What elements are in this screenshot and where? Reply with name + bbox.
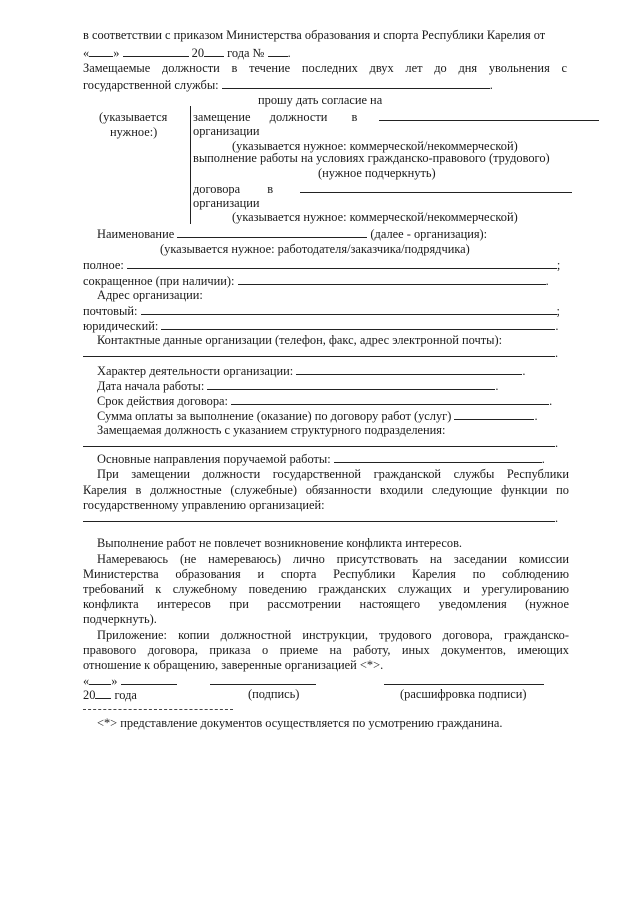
intent-para-5: подчеркнуть). <box>83 612 157 626</box>
functions-para-3: государственному управлению организацией: <box>83 498 325 512</box>
contract-term-field[interactable] <box>231 393 549 405</box>
contract-payment: Сумма оплаты за выполнение (оказание) по договору работ (услуг) . <box>97 409 538 423</box>
org-address-label: Адрес организации: <box>97 288 203 302</box>
org-legal: юридический: . <box>83 319 559 333</box>
attachment-para-2: правового договора, приказа о приеме на работу, иных документов, имеющих <box>83 643 569 657</box>
signature-field[interactable] <box>210 673 316 685</box>
org-postal-field[interactable] <box>141 303 557 315</box>
signature-month-field[interactable] <box>121 673 177 685</box>
position-org-field[interactable] <box>379 109 599 121</box>
activity-character: Характер деятельности организации: . <box>97 364 526 378</box>
org-name-line: Наименование (далее - организация): <box>97 227 488 241</box>
conflict-statement: Выполнение работ не повлечет возникновение конфликта интересов. <box>97 536 463 550</box>
intent-para-3: требований к служебному поведению гражданских служащих и урегулированию <box>83 582 569 596</box>
decoding-caption: (расшифровка подписи) <box>400 687 527 701</box>
org-full-name: полное: ; <box>83 258 561 272</box>
indicate-note-2: нужное:) <box>110 125 158 139</box>
position-division: . <box>83 435 558 451</box>
work-start-date: Дата начала работы: . <box>97 379 499 393</box>
positions-line: Замещаемые должности в течение последних двух лет до дня увольнения с <box>83 61 567 75</box>
contract-payment-field[interactable] <box>454 408 534 420</box>
option-contract-row: выполнение работы на условиях гражданско-правового (трудового) <box>193 151 550 165</box>
order-number-field[interactable] <box>268 45 288 57</box>
org-full-name-field[interactable] <box>127 257 557 269</box>
intent-para-1: Намереваюсь (не намереваюсь) лично присутствовать на заседании комиссии <box>97 552 569 566</box>
signature-decoding-field[interactable] <box>384 673 544 685</box>
org-name-note: (указывается нужное: работодателя/заказчика/подрядчика) <box>160 242 470 256</box>
attachment-para-3: отношение к обращению, заверенные организацией <*>. <box>83 658 384 672</box>
intent-para-4: конфликта интересов при рассмотрении настоящего уведомления (нужное <box>83 597 569 611</box>
org-postal: почтовый: ; <box>83 304 560 318</box>
indicate-note-1: (указывается <box>99 110 168 124</box>
service-line: государственной службы: . <box>83 78 493 92</box>
org-short-name: сокращенное (при наличии): . <box>83 274 549 288</box>
option-position-row: замещение должности в <box>193 109 599 125</box>
org-contacts-field[interactable] <box>83 345 555 357</box>
signature-year-field[interactable] <box>95 687 111 699</box>
work-directions-field[interactable] <box>334 451 542 463</box>
functions-line: . <box>83 510 558 526</box>
footnote-separator <box>83 709 233 710</box>
org-name-field[interactable] <box>177 226 367 238</box>
option-contract-org: организации <box>193 196 260 210</box>
signature-date: « » <box>83 673 177 689</box>
org-contacts: . <box>83 345 558 361</box>
functions-para-2: Карелия в должностные (служебные) обязанности входили следующие функции по <box>83 483 569 497</box>
option-bracket <box>190 106 191 224</box>
attachment-para-1: Приложение: копии должностной инструкции, трудового договора, гражданско- <box>97 628 569 642</box>
order-year-field[interactable] <box>204 45 224 57</box>
signature-caption: (подпись) <box>248 687 300 701</box>
signature-day-field[interactable] <box>89 673 111 685</box>
option-contract-org-row: договора в <box>193 181 572 197</box>
option-underline-note: (нужное подчеркнуть) <box>318 166 436 180</box>
intro-line: в соответствии с приказом Министерства образования и спорта Республики Карелия от <box>83 28 546 42</box>
functions-field[interactable] <box>83 510 555 522</box>
order-date-line: « » 20 года № . <box>83 46 291 60</box>
order-month-field[interactable] <box>123 45 189 57</box>
contract-term: Срок действия договора: . <box>97 394 553 408</box>
consent-title: прошу дать согласие на <box>258 93 383 107</box>
activity-character-field[interactable] <box>296 363 522 375</box>
option-position-note: (указывается нужное: коммерческой/некоммерческой) <box>232 139 518 153</box>
position-division-field[interactable] <box>83 435 555 447</box>
previous-positions-field[interactable] <box>222 77 490 89</box>
position-division-label: Замещаемая должность с указанием структурного подразделения: <box>97 423 446 437</box>
intent-para-2: Министерства образования и спорта Республики Карелия по соблюдению <box>83 567 569 581</box>
functions-para-1: При замещении должности государственной гражданской службы Республики <box>97 467 569 481</box>
work-directions: Основные направления поручаемой работы: . <box>97 452 545 466</box>
option-contract-note: (указывается нужное: коммерческой/некоммерческой) <box>232 210 518 224</box>
signature-year: 20 года <box>83 688 137 702</box>
org-legal-field[interactable] <box>161 318 555 330</box>
work-start-date-field[interactable] <box>207 378 495 390</box>
org-contacts-label: Контактные данные организации (телефон, факс, адрес электронной почты): <box>97 333 503 347</box>
contract-org-field[interactable] <box>300 181 572 193</box>
order-day-field[interactable] <box>89 45 113 57</box>
org-short-name-field[interactable] <box>238 273 546 285</box>
footnote-text: <*> представление документов осуществляется по усмотрению гражданина. <box>97 716 503 730</box>
option-position-org: организации <box>193 124 260 138</box>
